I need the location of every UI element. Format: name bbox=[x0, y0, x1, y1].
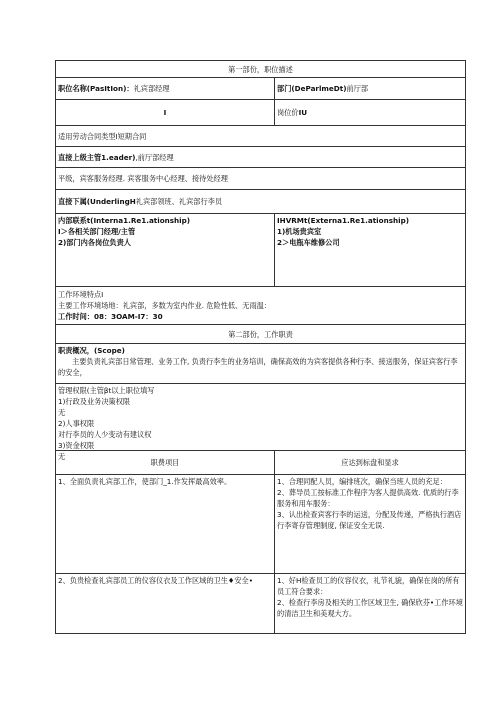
authority-item: 无 bbox=[58, 408, 66, 417]
standard-column-header: 应达到标盘和显求 bbox=[275, 451, 466, 475]
duty-column-header: 职费项目 bbox=[56, 451, 275, 475]
supervisor-cell: 直接上级主管1.eader),前厅部经理 bbox=[56, 147, 466, 168]
peer-positions: 平级，宾客服务经理. 宾客服务中心经理、接待处经理 bbox=[56, 168, 466, 190]
position-label: 职位名称(PasItIon)： bbox=[58, 84, 134, 93]
external-relations bbox=[275, 214, 466, 287]
standard-text: 2、检查行李房及相关的工作区域卫生, 确保欣芬•工作环境的清洁卫生和美观大方。 bbox=[277, 598, 463, 618]
job-description-table bbox=[55, 60, 466, 634]
job-description-document bbox=[55, 60, 465, 634]
position-cell bbox=[56, 78, 275, 100]
duty-text: 1、全面负责礼宾部工作，使部门_1.作发挥最高效率。 bbox=[58, 477, 232, 486]
external-title: IHVRMt(Externa1.Re1.ationship) bbox=[277, 216, 409, 225]
env-title: 工作环境特点I bbox=[58, 290, 104, 299]
standard-text: 1、合理同配人员，编排班次，确保当班人员的充足： bbox=[277, 477, 447, 486]
grade-value: IU bbox=[298, 108, 308, 117]
authority-item: 1)行政及业务决策权限 bbox=[58, 397, 131, 406]
duty-text: 2、负贵检查礼宾部员工的仪容仪衣及工作区域的卫生♦安全• bbox=[58, 576, 253, 585]
dept-cell bbox=[275, 78, 466, 100]
standard-item bbox=[275, 574, 466, 634]
standard-item bbox=[275, 475, 466, 574]
internal-item: 2)部门内各岗位负责人 bbox=[58, 238, 131, 247]
external-item: 1)机场贵宾室 bbox=[277, 227, 322, 236]
grade-label: 岗位价 bbox=[277, 108, 299, 117]
env-location: 主要工作环境场地：礼宾部，多数为室内作业. 危险性低、无雨温： bbox=[58, 301, 272, 310]
duty-item bbox=[56, 475, 275, 574]
dept-value: 前厅部 bbox=[346, 84, 369, 93]
subordinates-label: 直接下属(UnderlingH bbox=[58, 197, 136, 206]
authority-cell bbox=[56, 384, 466, 461]
part2-heading: 第二部份，工作职责 bbox=[56, 325, 466, 344]
code-cell: I bbox=[56, 100, 275, 126]
external-item: 2＞电瓶车维修公司 bbox=[277, 238, 340, 247]
subordinates-value: 礼宾部领班、礼宾部行李员 bbox=[135, 197, 223, 206]
grade-cell bbox=[275, 100, 466, 126]
scope-title: 职责概况，(Scope) bbox=[58, 346, 125, 355]
scope-cell bbox=[56, 344, 466, 384]
internal-item: I＞各相关部门经理/主管 bbox=[58, 227, 136, 236]
internal-title: 内部联系t(Interna1.Re1.ationship) bbox=[58, 216, 191, 225]
part1-heading: 第一部份，职位描述 bbox=[56, 61, 466, 78]
standard-text: 3、认出检查宾客行李的运送，分配及传递，严格执行酒店行李寄存管理制度, 保证安全无误. bbox=[277, 510, 462, 530]
subordinates-cell bbox=[56, 190, 466, 214]
authority-item: 2)人事权限 bbox=[58, 419, 95, 428]
authority-list bbox=[58, 385, 463, 461]
duty-item bbox=[56, 574, 275, 634]
authority-item: 3)资金权限 bbox=[58, 441, 95, 450]
env-hours: 工作时间：08：3OAM-I7：30 bbox=[58, 312, 163, 321]
standard-text: 1、好H检查员工的仪容仪衣，礼节礼貌，确保在岗的所有员工符合要求： bbox=[277, 576, 460, 596]
position-value: 礼宾部经理 bbox=[133, 84, 170, 93]
standard-text: 2、葬导员工按标准工作程序为客人提供高效. 优质的行李服务和用车服务： bbox=[277, 488, 459, 508]
contract-type: 适用劳动合同类型I短期合同 bbox=[56, 126, 466, 147]
internal-relations bbox=[56, 214, 275, 287]
authority-item: 无 bbox=[58, 452, 66, 461]
work-environment bbox=[56, 287, 466, 325]
scope-text: 主要负责礼宾部日常管理、业务工作, 负责行李生的业务培训，确保高效的为宾客提供各种行李、接送服务，保证宾客行李的安全， bbox=[58, 357, 458, 377]
supervisor-value: 前厅部经理 bbox=[137, 152, 174, 162]
authority-title: 管理权限(主管βt以上职位填写 bbox=[58, 386, 155, 395]
supervisor-label: 直接上级主管1.eader) bbox=[58, 152, 136, 162]
dept-label: 部门(DeParlmeDt) bbox=[277, 84, 347, 93]
authority-item: 对行李员的人少变动有建议权 bbox=[58, 430, 152, 439]
